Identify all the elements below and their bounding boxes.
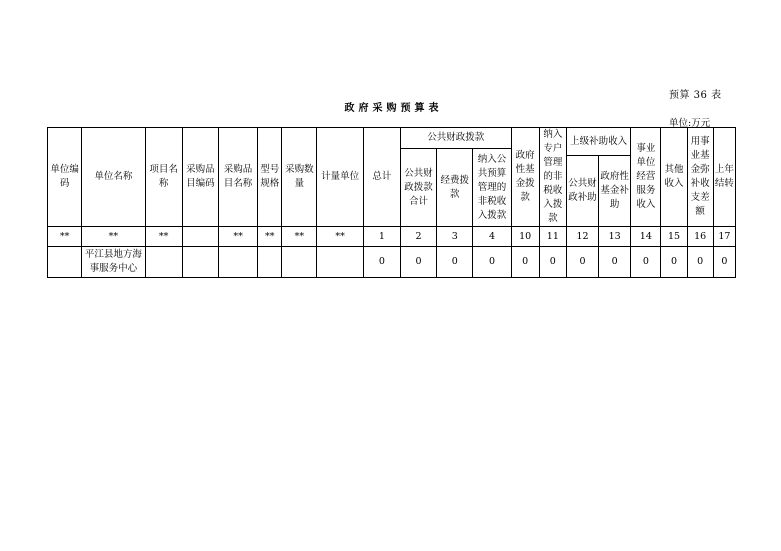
cell-public-finance-total: 0	[400, 247, 436, 278]
cell-nontax-allocation: 0	[473, 247, 511, 278]
col-prior-carryover: 上年结转	[713, 128, 735, 227]
page-title	[0, 99, 781, 114]
index-cell: **	[317, 227, 363, 247]
index-cell: 12	[566, 227, 598, 247]
table-number: 预算 36 表	[669, 90, 722, 101]
col-unit-name: 单位名称	[82, 128, 145, 227]
col-measure-unit: 计量单位	[317, 128, 363, 227]
unit-note: 单位:万元	[669, 118, 711, 129]
index-cell: 14	[631, 227, 661, 247]
index-cell: 10	[511, 227, 539, 247]
cell-superior-gov-fund: 0	[599, 247, 631, 278]
cell-quantity	[282, 247, 317, 278]
procurement-budget-table	[47, 127, 736, 278]
index-cell: 15	[661, 227, 687, 247]
col-item-code: 采购品目编码	[182, 128, 218, 227]
index-cell: **	[145, 227, 182, 247]
index-cell: **	[48, 227, 82, 247]
index-cell	[182, 227, 218, 247]
table-row	[48, 247, 736, 278]
col-item-name: 采购品目名称	[218, 128, 257, 227]
col-fund-allocation: 经费拨款	[437, 149, 473, 227]
cell-project-name	[145, 247, 182, 278]
cell-fund-gap: 0	[687, 247, 713, 278]
index-cell: 4	[473, 227, 511, 247]
page-title-text: 政府采购预算表	[344, 103, 443, 114]
cell-other-income: 0	[661, 247, 687, 278]
cell-special-nontax: 0	[539, 247, 566, 278]
col-group-superior-subsidy: 上级补助收入	[566, 128, 630, 156]
cell-superior-public-finance: 0	[566, 247, 598, 278]
cell-prior-carryover: 0	[713, 247, 735, 278]
index-cell: **	[282, 227, 317, 247]
col-unit-code: 单位编码	[48, 128, 82, 227]
cell-measure-unit	[317, 247, 363, 278]
index-cell: 16	[687, 227, 713, 247]
cell-unit-name: 平江县地方海事服务中心	[82, 247, 145, 278]
col-fund-gap: 用事业基金弥补收支差额	[687, 128, 713, 227]
index-cell: 17	[713, 227, 735, 247]
index-row	[48, 227, 736, 247]
index-cell: 13	[599, 227, 631, 247]
index-cell: **	[82, 227, 145, 247]
col-nontax-allocation: 纳入公共预算管理的非税收入拨款	[473, 149, 511, 227]
col-business-income: 事业单位经营服务收入	[631, 128, 661, 227]
col-gov-fund-allocation: 政府性基金拨款	[511, 128, 539, 227]
col-superior-gov-fund: 政府性基金补助	[599, 156, 631, 227]
header-row-1	[48, 128, 736, 149]
col-public-finance-total: 公共财政拨款合计	[400, 149, 436, 227]
col-group-public-finance: 公共财政拨款	[400, 128, 511, 149]
index-cell: 3	[437, 227, 473, 247]
cell-model-spec	[258, 247, 282, 278]
cell-item-code	[182, 247, 218, 278]
col-total: 总计	[363, 128, 400, 227]
index-cell: 1	[363, 227, 400, 247]
cell-gov-fund-allocation: 0	[511, 247, 539, 278]
cell-business-income: 0	[631, 247, 661, 278]
cell-fund-allocation: 0	[437, 247, 473, 278]
index-cell: 2	[400, 227, 436, 247]
col-superior-public-finance: 公共财政补助	[566, 156, 598, 227]
col-project-name: 项目名称	[145, 128, 182, 227]
col-other-income: 其他收入	[661, 128, 687, 227]
col-model-spec: 型号规格	[258, 128, 282, 227]
cell-total: 0	[363, 247, 400, 278]
index-cell: **	[258, 227, 282, 247]
index-cell: **	[218, 227, 257, 247]
col-special-nontax: 纳入专户管理的非税收入拨款	[539, 128, 566, 227]
col-quantity: 采购数量	[282, 128, 317, 227]
cell-unit-code	[48, 247, 82, 278]
index-cell: 11	[539, 227, 566, 247]
cell-item-name	[218, 247, 257, 278]
